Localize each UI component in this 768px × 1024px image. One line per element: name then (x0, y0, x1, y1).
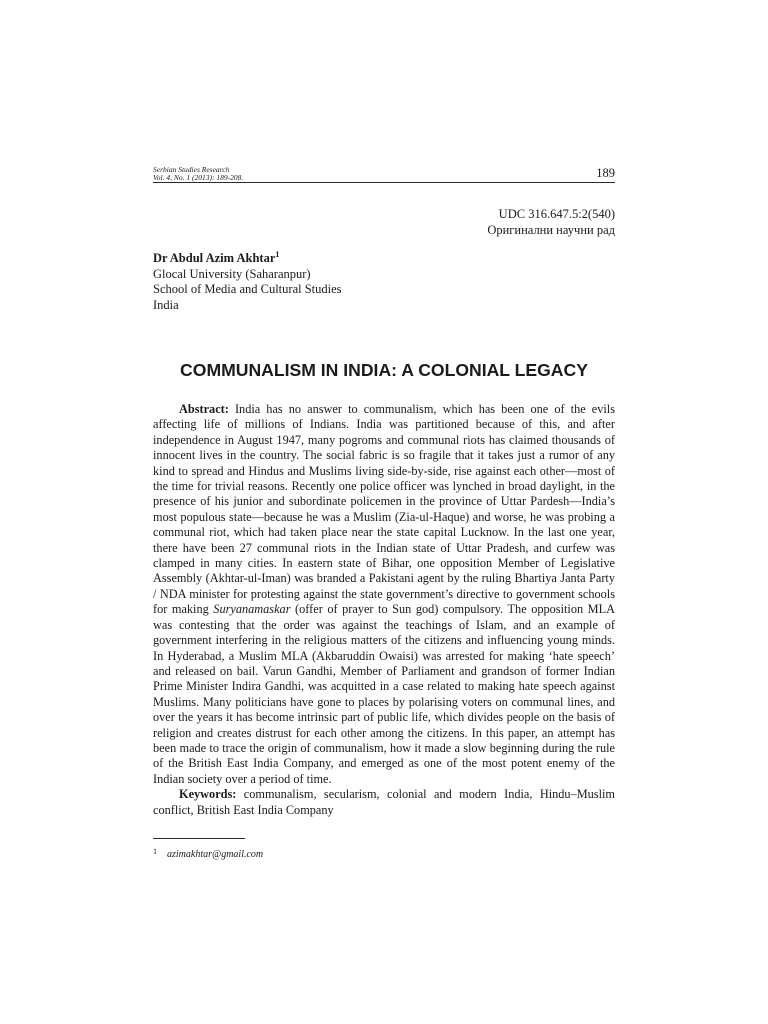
journal-name: Serbian Studies Research (153, 165, 230, 174)
abstract-text-2: (offer of prayer to Sun god) compulsory. The opposition MLA was contesting that the order was against the teachings of Islam, and an example of government interfering in the religious matters of the citizens and influencing young minds. In Hyderabad, a Muslim MLA (Akbaruddin Owaisi) was arrested for making ‘hate speech’ and released on bail. Varun Gandhi, Member of Parliament and grandson of former Indian Prime Minister Indira Gandhi, was acquitted in a case related to making hate speech against Muslims. Many politicians have gone to places by polarising voters on communal lines, and over the years it has become intrinsic part of public life, which divides people on the basis of religion and creates distrust for each other among the citizens. In this paper, an attempt has been made to trace the origin of communalism, how it made a slow beginning during the rule of the British East India Company, and emerged as one of the most potent enemy of the Indian society over a period of time. (153, 602, 615, 786)
classification-block (487, 206, 615, 238)
keywords-label: Keywords: (179, 787, 237, 802)
abstract-italic-term: Suryanamaskar (213, 602, 291, 617)
affiliation-country: India (153, 297, 179, 312)
author-name-text: Dr Abdul Azim Akhtar (153, 251, 276, 265)
keywords-paragraph (153, 787, 615, 818)
author-footnote-mark: 1 (275, 250, 280, 259)
keywords-text: communalism, secularism, colonial and modern India, Hindu–Muslim conflict, British East India Company (153, 787, 615, 817)
abstract-label: Abstract: (179, 402, 229, 416)
abstract-text-1: India has no answer to communalism, which has been one of the evils affecting life of millions of Indians. India was partitioned because of this, and after independence in August 1947, many pogroms and communal riots has claimed thousands of innocent lives in the country. The social fabric is so fragile that it takes just a rumor of any kind to spread and Hindus and Muslims living side-by-side, rise against each other—most of the time for trivial reasons. Recently one police officer was lynched in broad daylight, in the presence of his junior and subordinate policemen in the province of Uttar Pardesh—India’s most populous state—because he was a Muslim (Zia-ul-Haque) and worse, he was probing a communal riot, which had taken place near the state capital Lucknow. In the last one year, there have been 27 communal riots in the Indian state of Uttar Pradesh, and curfew was clamped in many cities. In eastern state of Bihar, one opposition Member of Legislative Assembly (Akhtar-ul-Iman) was branded a Pakistani agent by the ruling Bhartiya Janta Party / NDA minister for protesting against the state government’s directive to government schools for making (153, 402, 615, 617)
author-block (153, 251, 342, 313)
footnote-mark: 1 (153, 847, 157, 856)
paper-title: COMMUNALISM IN INDIA: A COLONIAL LEGACY (180, 360, 588, 380)
journal-volume: Vol. 4, No. 1 (2013): 189-208. (153, 173, 244, 182)
affiliation-school: School of Media and Cultural Studies (153, 282, 342, 296)
affiliation-university: Glocal University (Saharanpur) (153, 266, 311, 281)
author-name (153, 251, 342, 267)
footnote-divider (153, 838, 245, 839)
author-email: azimakhtar@gmail.com (167, 849, 264, 860)
footnote (153, 845, 263, 861)
abstract-paragraph (153, 402, 615, 787)
abstract-section (153, 402, 615, 818)
journal-citation (153, 166, 243, 182)
page-number: 189 (596, 166, 615, 180)
udc-code: UDC 316.647.5:2(540) (498, 207, 615, 221)
running-head (153, 166, 615, 183)
paper-type: Оригинални научни рад (487, 223, 615, 237)
